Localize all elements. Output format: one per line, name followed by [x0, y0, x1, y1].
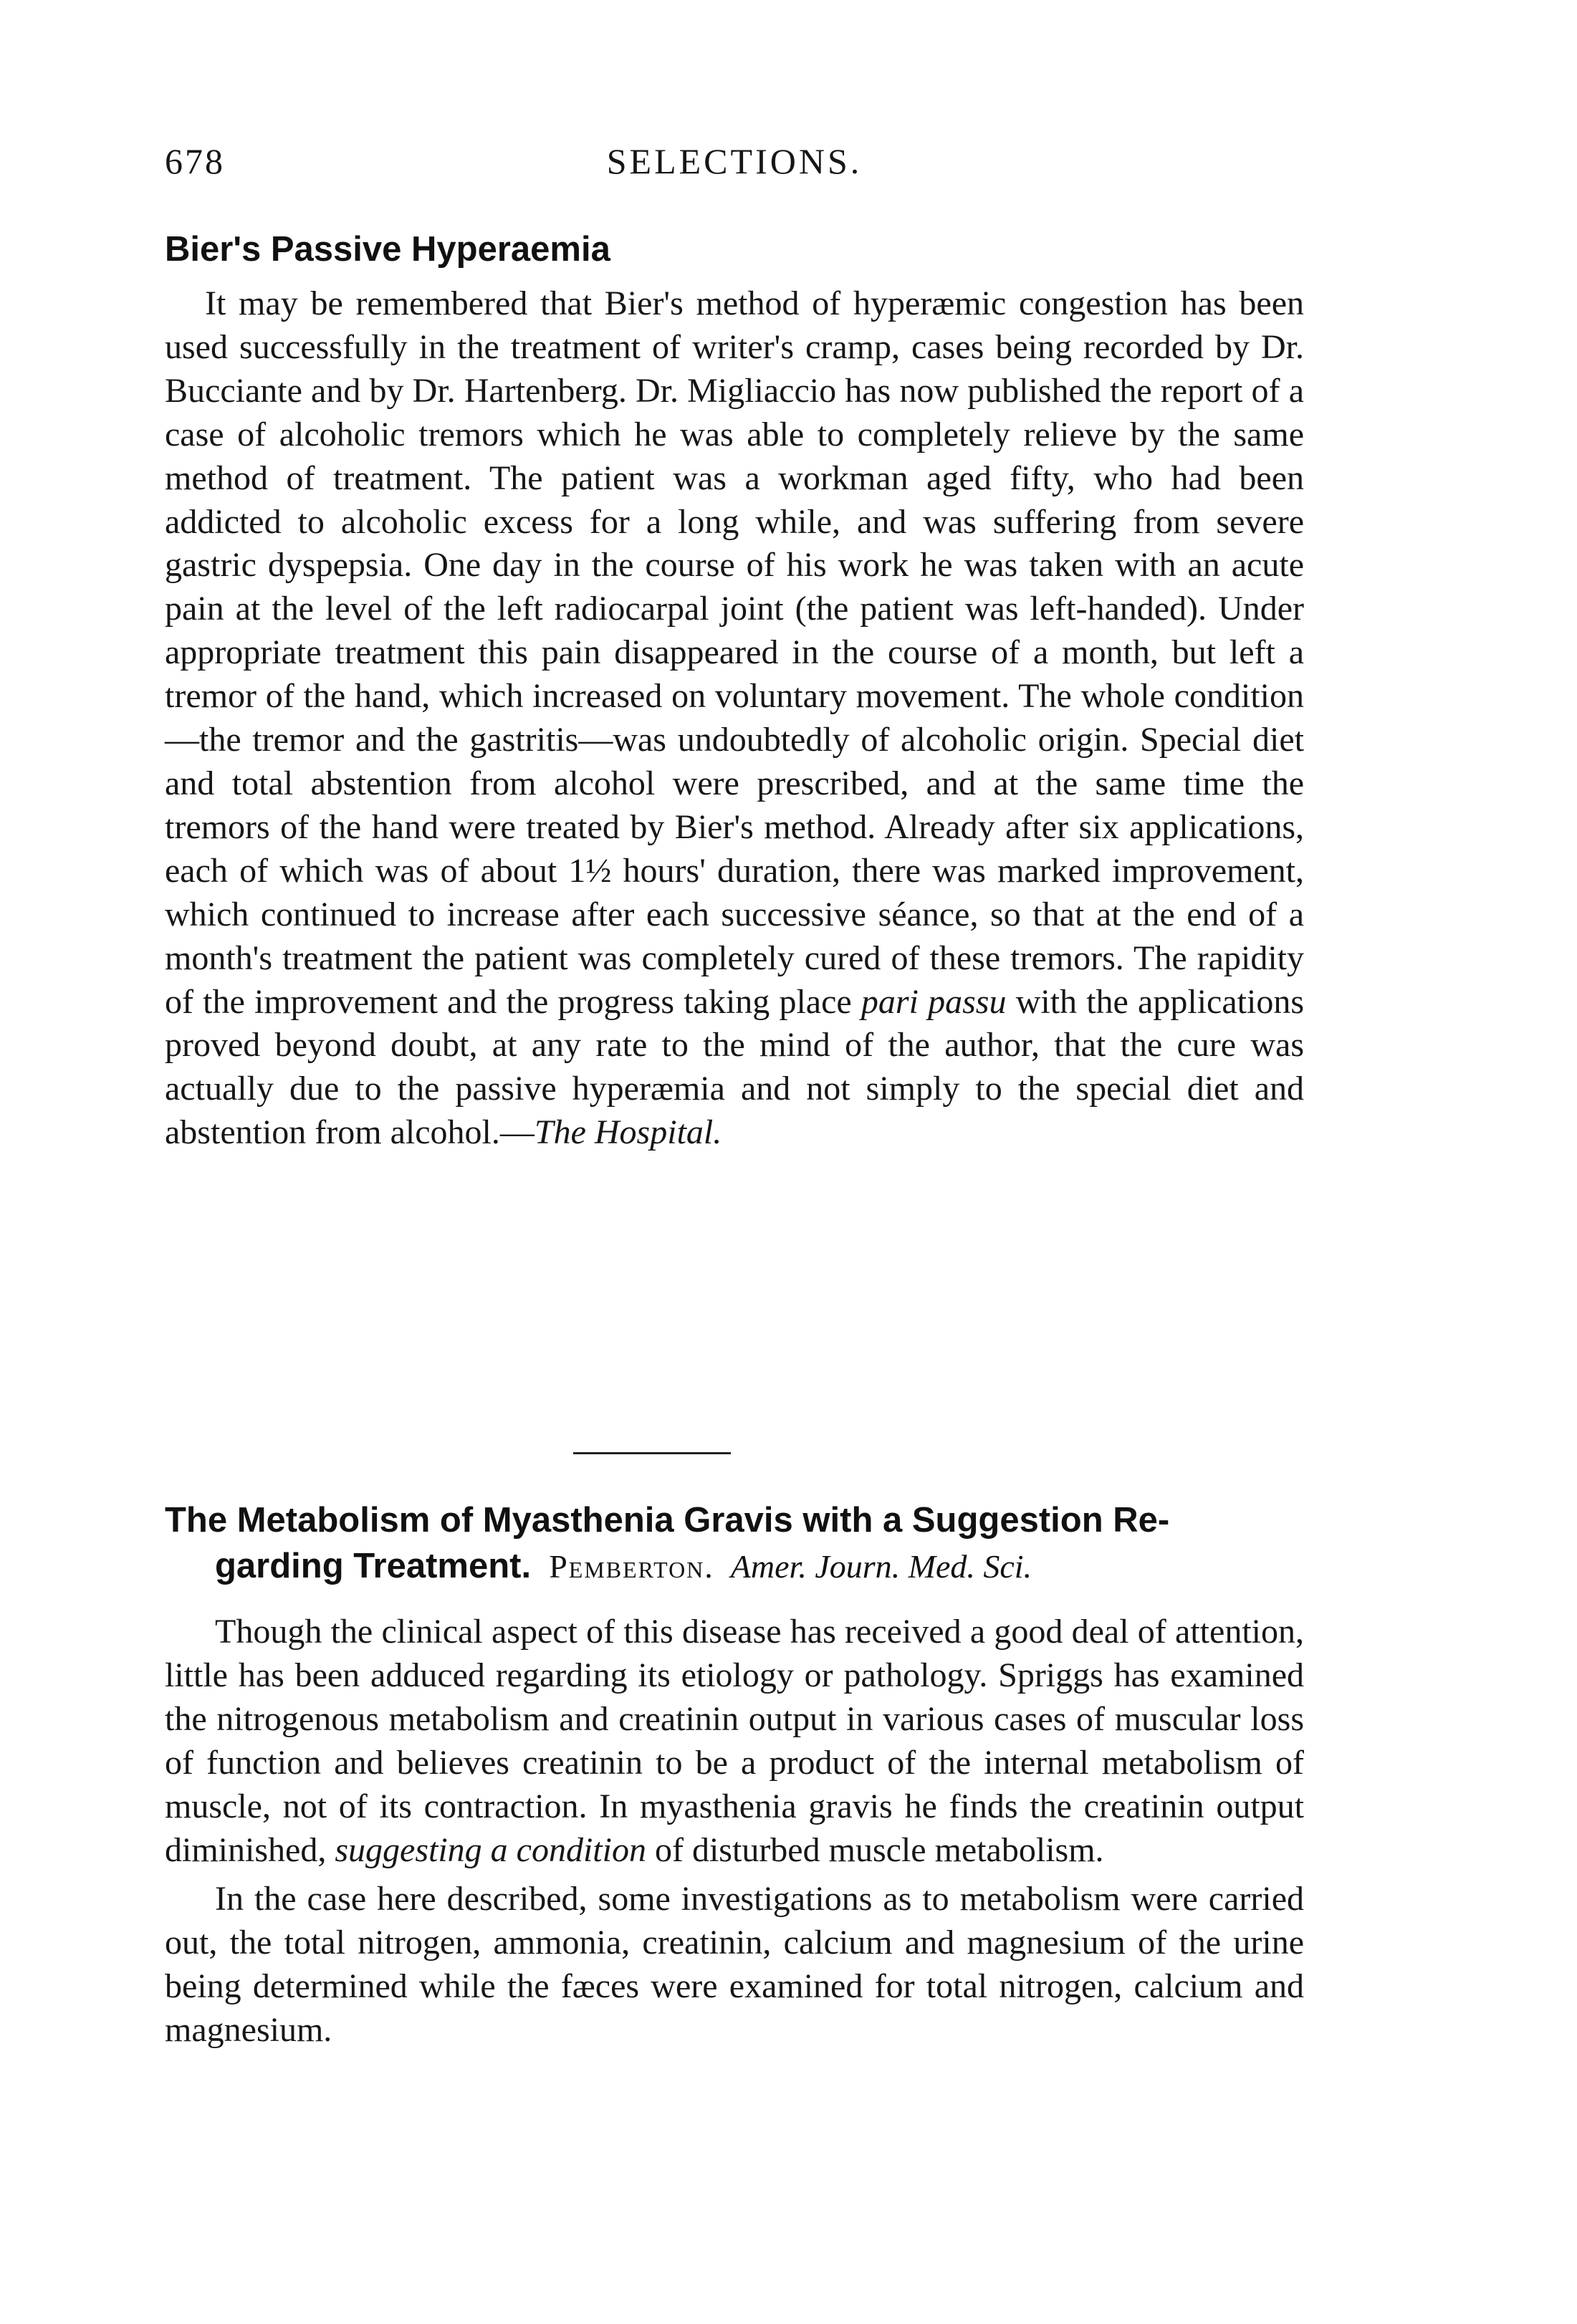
text-run: It may be remembered that Bier's method of hyperæmic congestion has been used successfully in the treatment of writer's cramp, cases being recorded by Dr. Bucciante and by Dr. Hartenberg. Dr. Migliaccio has now published the report of a case of alcoholic tremors which he was able to completely relieve by the same method of treatment. The patient was a workman aged fifty, who had been addicted to alcoholic excess for a long while, and was suffering from severe gastric dyspepsia. One day in the course of his work he was taken with an acute pain at the level of the left radiocarpal joint (the patient was left-handed). Under appropriate treatment this pain disappeared in the course of a month, but left a tremor of the hand, which increased on voluntary movement. The whole condition—the tremor and the gastritis—was undoubtedly of alcoholic origin. Special diet and total abstention from alcohol were prescribed, and at the same time the tremors of the hand were treated by Bier's method. Already after six applications, each of which was of about 1½ hours' duration, there was marked improvement, which continued to increase after each successive séance, so that at the end of a month's treatment the patient was completely cured of these tremors. The rapidity of the improvement and the progress taking place — [165, 284, 1304, 1021]
italic-text: suggesting a condition — [335, 1830, 646, 1869]
section-title-biers-hyperaemia: Bier's Passive Hyperaemia — [165, 230, 610, 269]
text-run: of disturbed muscle metabolism. — [646, 1830, 1104, 1869]
citation-author: Pemberton. — [549, 1548, 714, 1585]
section-title-myasthenia — [165, 1497, 1311, 1590]
section-body-biers-hyperaemia — [165, 282, 1304, 1155]
paragraph — [165, 1610, 1304, 1872]
running-head: SELECTIONS. — [606, 141, 863, 181]
title-line-2-text: garding Treatment. — [215, 1547, 532, 1585]
citation-journal: Amer. Journ. Med. Sci. — [730, 1548, 1032, 1585]
title-line-1: The Metabolism of Myasthenia Gravis with a Suggestion Re- — [165, 1501, 1170, 1540]
section-divider — [573, 1452, 731, 1454]
italic-text: The Hospital. — [534, 1113, 722, 1152]
paragraph — [165, 282, 1304, 1155]
text-run: In the case here described, some investigations as to metabolism were carried out, the total nitrogen, ammonia, creatinin, calcium and magnesium of the urine being determined while the fæces were examined for total nitrogen, calcium and magnesium. — [165, 1880, 1304, 2050]
section-body-myasthenia — [165, 1610, 1304, 2052]
paragraph-gap — [165, 1872, 1304, 1878]
citation — [541, 1548, 1032, 1585]
page-header — [165, 140, 1304, 183]
text-run: Though the clinical aspect of this disease has received a good deal of attention, little has been adduced regarding its etiology or pathology. Spriggs has examined the nitrogenous metabolism and creatinin output in various cases of muscular loss of function and believes creatinin to be a product of the internal metabolism of muscle, not of its contraction. In myasthenia gravis he finds the creatinin output diminished, — [165, 1613, 1304, 1869]
paragraph — [165, 1878, 1304, 2052]
italic-text: pari passu — [861, 982, 1007, 1021]
page-number: 678 — [165, 141, 225, 181]
text-run: with the applications proved beyond doubt, at any rate to the mind of the author, that the cure was actually due to the passive hyperæmia and not simply to the special diet and abstention from alcohol.— — [165, 982, 1304, 1152]
title-line-2 — [165, 1543, 1311, 1590]
